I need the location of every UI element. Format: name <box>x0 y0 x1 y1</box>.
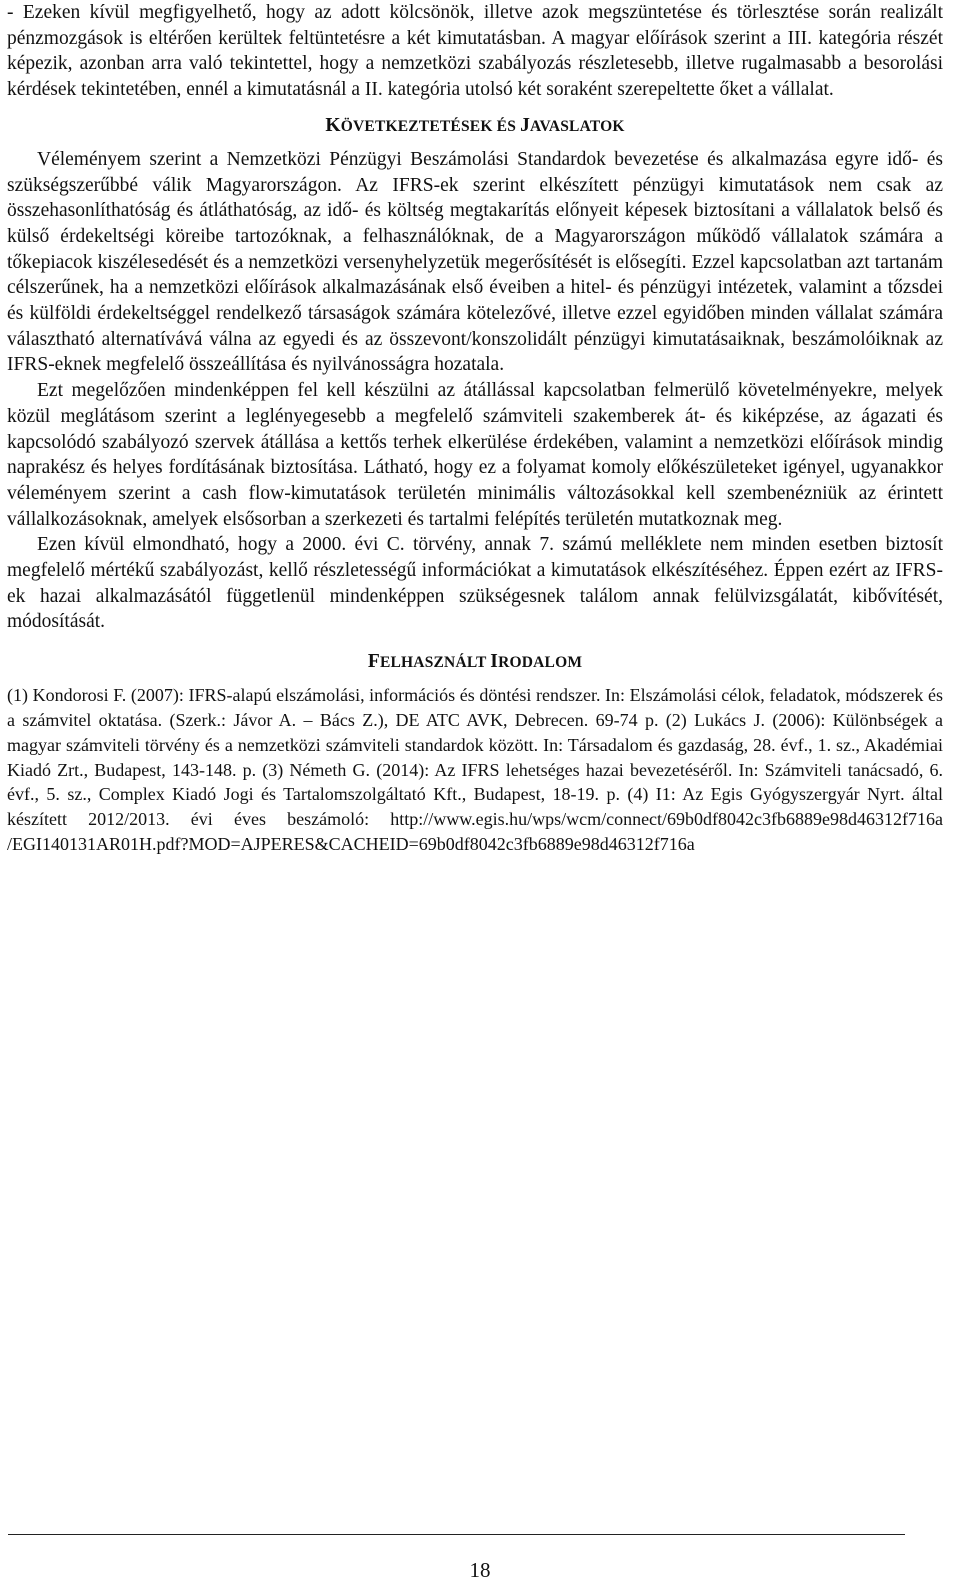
conclusions-paragraph-2: Ezt megelőzően mindenképpen fel kell készülni az átállással kapcsolatban felmerülő követelményekre, melyek közül meglátásom szerint a leglényegesebb a megfelelő számviteli szakemberek át- és kiképzése, az ágazati és kapcsolódó szabályozó szervek átállása a kettős terhek elkerülése érdekében, valamint a nemzetközi előírások mindig naprakész és helyes fordításának biztosítása. Látható, hogy ez a folyamat komoly előkészületeket igényel, ugyanakkor véleményem szerint a cash flow-kimutatások területén minimális változásokkal kell szembenézniük az érintett vállalkozásoknak, amelyek elsősorban a szerkezeti és tartalmi felépítés területén mutatkoznak meg. <box>7 380 943 530</box>
conclusions-paragraph-1: Véleményem szerint a Nemzetközi Pénzügyi Beszámolási Standardok bevezetése és alkalmazása egyre idő- és szükségszerűbbé válik Magyarországon. Az IFRS-ek szerint elkészített pénzügyi kimutatások nem csak az összehasonlíthatóság és átláthatóság, az idő- és költség megtakarítás előnyeit képesek biztosítani a vállalatok belső és külső érdekeltségi köreibe tartozóknak, a felhasználóknak, de a Magyarországon működő vállalatok számára a tőkepiacok kiszélesedését és a nemzetközi versenyhelyzetük megerősítését is elősegíti. Ezzel kapcsolatban azt tartanám célszerűnek, ha a nemzetközi előírások alkalmazásának első éveiben a hitel- és pénzügyi intézetek, valamint a tőzsdei és külföldi érdekeltséggel rendelkező társaságok számára kötelezővé, illetve ezzel egyidőben minden vállalat számára választható alternatívává válna az egyedi és az összevont/konszolidált pénzügyi kimutatásaiknak, beszámolóiknak az IFRS-eknek megfelelő összeállítása és nyilvánosságra hozatala. <box>7 148 943 376</box>
references-list: (1) Kondorosi F. (2007): IFRS-alapú elszámolási, információs és döntési rendszer. In: Elszámolási célok, feladatok, módszerek és a számvitel oktatása. (Szerk.: Jávor A. – Bács Z.), DE ATC AVK, Debrecen. 69-74 p. (2) Lukács J. (2006): Különbségek a magyar számviteli törvény és a nemzetközi számviteli standardok között. In: Társadalom és gazdaság, 28. évf., 1. sz., Akadémiai Kiadó Zrt., Budapest, 143-148. p. (3) Németh G. (2014): Az IFRS lehetséges hazai bevezetéséről. In: Számviteli tanácsadó, 6. évf., 5. sz., Complex Kiadó Jogi és Tartalomszolgáltató Kft., Budapest, 18-19. p. (4) I1: Az Egis Gyógyszergyár Nyrt. által készített 2012/2013. évi éves beszámoló: http://www.egis.hu/wps/wcm/connect/69b0df8042c3fb6889e98d46312f716a /EGI140131AR01H.pdf?MOD=AJPERES&CACHEID=69b0df8042c3fb6889e98d46312f716a <box>7 685 943 854</box>
literature-heading <box>7 651 943 673</box>
literature-heading-initial-1: F <box>367 651 380 673</box>
conclusions-paragraph-3: Ezen kívül elmondható, hogy a 2000. évi C. törvény, annak 7. számú melléklete nem minden esetben biztosít megfelelő mértékű szabályozást, kellő részletességű információkat a kimutatások elkészítéséhez. Éppen ezért az IFRS-ek hazai alkalmazásától függetlenül mindenképpen szükségesnek találom annak felülvizsgálatát, kibővítését, módosítását. <box>7 534 943 633</box>
intro-paragraph: - Ezeken kívül megfigyelhető, hogy az adott kölcsönök, illetve azok megszüntetése és törlesztése során realizált pénzmozgások is eltérően kerültek feltüntetésre a két kimutatásban. A magyar előírások szerint a III. kategória részét képezik, azonban arra való tekintettel, hogy a nemzetközi szabályozás részletesebb, illetve rugalmasabb a besorolási kérdések tekintetében, ennél a kimutatásnál a II. kategória utolsó két soraként szerepeltette őket a vállalat. <box>7 2 943 101</box>
conclusions-heading-rest-1: ÖVETKEZTETÉSEK ÉS <box>340 117 521 135</box>
conclusions-heading-initial-1: K <box>325 114 341 136</box>
conclusions-heading <box>7 115 943 137</box>
page-number: 18 <box>469 1558 491 1582</box>
conclusions-heading-rest-2: AVASLATOK <box>530 117 625 135</box>
literature-heading-rest-1: ELHASZNÁLT <box>379 654 491 672</box>
footer-divider <box>8 1534 905 1535</box>
conclusions-heading-initial-2: J <box>520 114 531 136</box>
literature-heading-rest-2: RODALOM <box>498 654 583 672</box>
literature-heading-initial-2: I <box>490 651 499 673</box>
document-page <box>7 0 943 857</box>
